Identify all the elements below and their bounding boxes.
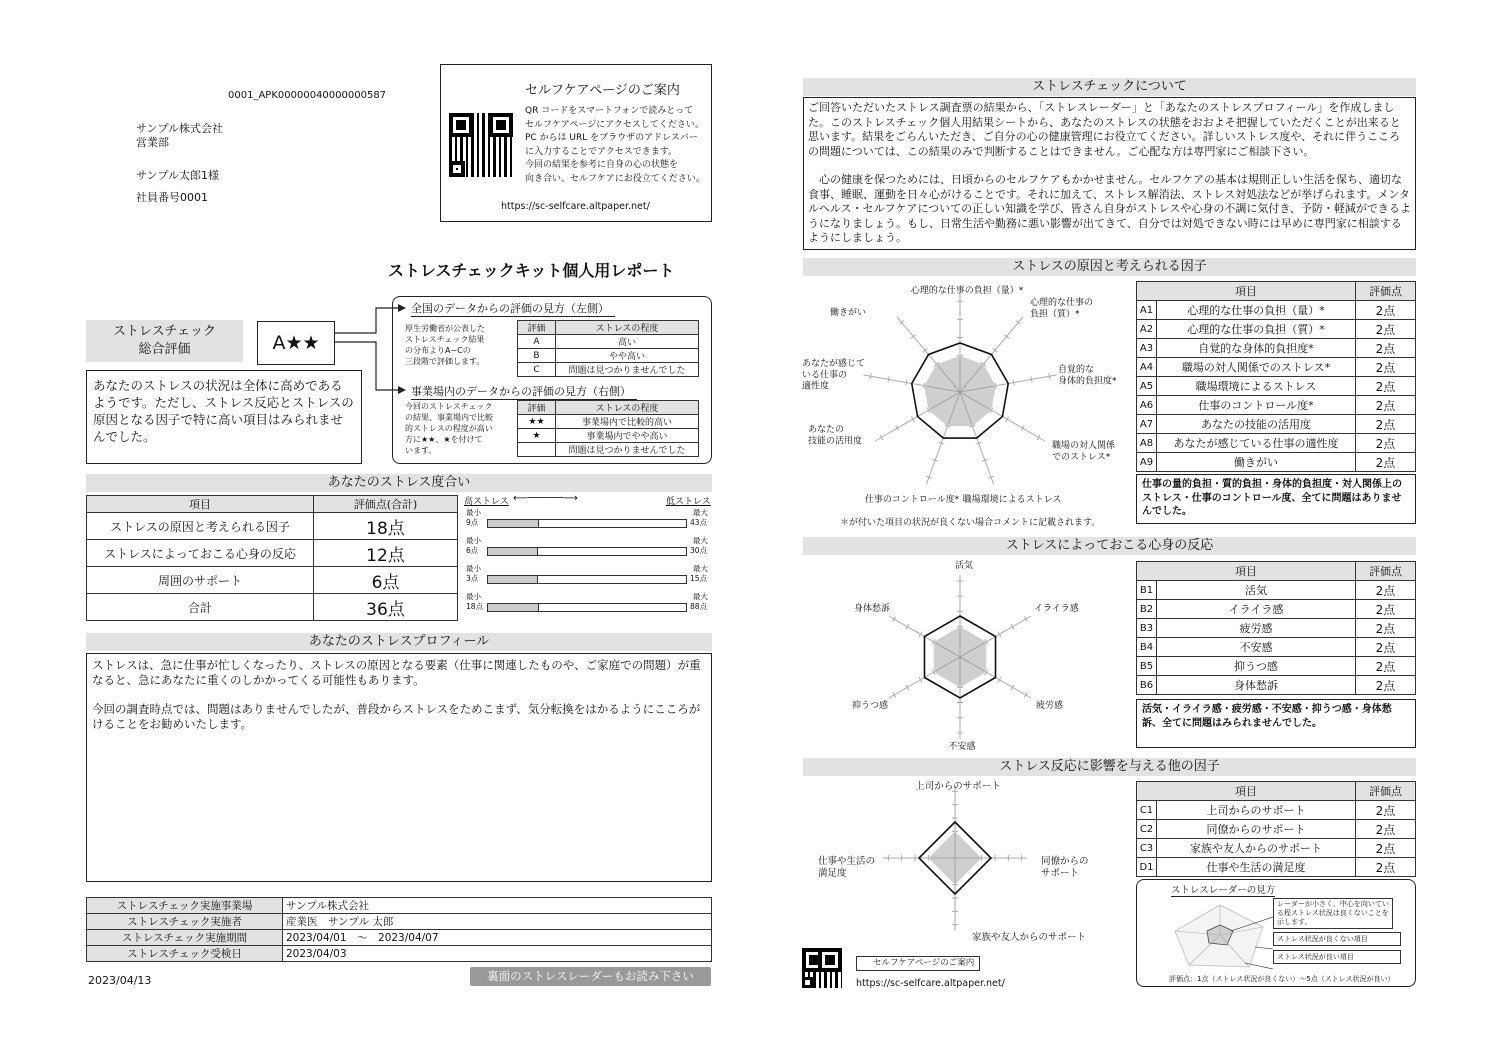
- row-score: 2点: [1356, 801, 1416, 820]
- gauge-min-label: 最小: [466, 536, 481, 545]
- report-title: ストレスチェックキット個人用レポート: [388, 261, 675, 280]
- gauge-min-label: 最小: [466, 564, 481, 573]
- radar-tick: [893, 616, 896, 621]
- table-row: [1137, 358, 1416, 377]
- factors-table: [1136, 281, 1416, 472]
- info-value: 産業医 サンプル 太郎: [283, 914, 712, 930]
- selfcare-title: セルフケアページのご案内: [525, 83, 680, 98]
- selfcare-box: [440, 64, 712, 222]
- qr-code-icon[interactable]: [449, 113, 513, 177]
- stress-gauge: [487, 575, 687, 584]
- factors-radar: [800, 280, 1136, 530]
- radar-tick: [1037, 435, 1040, 440]
- legend-header: ストレスの程度: [556, 321, 699, 335]
- row-code: A2: [1137, 320, 1157, 339]
- radar-tick: [888, 376, 889, 382]
- gauge-min-label: 最小: [466, 592, 481, 601]
- footer-qr-code-icon[interactable]: [802, 948, 842, 988]
- row-code: B3: [1137, 619, 1157, 638]
- table-row: [1137, 415, 1416, 434]
- stress-gauge-fill: [488, 576, 538, 583]
- profile-title: あなたのストレスプロフィール: [86, 633, 712, 651]
- legend-national-text: 厚生労働省が公表した ストレスチェック結果 の分布よりA~Cの 三段階で評価します。: [405, 324, 485, 366]
- other-table: [1136, 781, 1416, 877]
- table-header-item: 項目: [1137, 562, 1356, 581]
- about-box: [803, 97, 1416, 250]
- row-score: 2点: [1356, 339, 1416, 358]
- radar-tick: [1031, 376, 1032, 382]
- row-item: 仕事や生活の満足度: [1157, 858, 1356, 877]
- gauge-max-value: 43点: [690, 518, 708, 527]
- reaction-comment-box: [1136, 699, 1416, 748]
- row-item: 仕事のコントロール度*: [1157, 396, 1356, 415]
- row-item: 抑うつ感: [1157, 657, 1356, 676]
- footer-link-label: セルフケアページのご案内: [873, 958, 975, 968]
- legend-cell: 事業場内でやや高い: [556, 429, 699, 443]
- table-row: [1137, 453, 1416, 472]
- row-item: 心理的な仕事の負担（質）*: [1157, 320, 1356, 339]
- radar-label: 職場環境によるストレス: [962, 495, 1062, 505]
- row-code: A6: [1137, 396, 1157, 415]
- table-row: [1137, 839, 1416, 858]
- legend-cell: A: [518, 335, 556, 349]
- table-row: [1137, 434, 1416, 453]
- profile-box: [86, 653, 712, 882]
- row-score: 2点: [1356, 657, 1416, 676]
- overall-comment: あなたのストレスの状況は全体に高めであるようです。ただし、ストレス反応とストレスの原因となる因子で特に高い項目はみられませんでした。: [93, 378, 354, 444]
- radar-tick: [1024, 692, 1027, 697]
- radar-guide-note: ストレス状況が良い項目: [1273, 950, 1401, 964]
- radar-tick: [1011, 685, 1014, 690]
- degree-score: 12点: [314, 540, 458, 567]
- gauge-min-value: 3点: [466, 574, 479, 583]
- row-item: 家族や友人からのサポート: [1157, 839, 1356, 858]
- row-item: あなたが感じている仕事の適性度: [1157, 434, 1356, 453]
- other-radar: [810, 776, 1120, 946]
- radar-tick: [896, 426, 899, 431]
- legend-box: [392, 296, 712, 464]
- legend-workplace-title: 事業場内のデータからの評価の見方（右側）: [411, 383, 637, 400]
- legend-header: 評価: [518, 401, 556, 415]
- info-value: 2023/04/01 ～ 2023/04/07: [283, 930, 712, 946]
- recipient-company: サンプル株式会社: [136, 122, 224, 135]
- radar-label: 身体愁訴: [854, 604, 891, 614]
- gauge-max-value: 15点: [690, 574, 708, 583]
- table-header-item: 項目: [1137, 782, 1356, 801]
- report-date: 2023/04/13: [88, 974, 152, 987]
- stress-gauge-fill: [488, 604, 539, 611]
- footer-link[interactable]: [856, 956, 980, 971]
- table-header-score: 評価点: [1356, 562, 1416, 581]
- overall-comment-box: [86, 370, 362, 464]
- row-item: 同僚からのサポート: [1157, 820, 1356, 839]
- row-code: C1: [1137, 801, 1157, 820]
- reaction-comment: 活気・イライラ感・疲労感・不安感・抑うつ感・身体愁訴、全てに問題はみられませんでした。: [1142, 704, 1392, 729]
- radar-guide-title: ストレスレーダーの見方: [1171, 882, 1275, 897]
- radar-tick: [998, 632, 1001, 637]
- row-item: 身体愁訴: [1157, 676, 1356, 695]
- overall-grade: [257, 321, 335, 365]
- document-id: 0001_APK00000040000000587: [228, 90, 387, 101]
- radar-label: 疲労感: [1036, 701, 1064, 711]
- legend-cell: ★★: [518, 415, 556, 429]
- legend-national-table: [517, 320, 699, 377]
- about-title: ストレスチェックについて: [803, 78, 1416, 96]
- table-header-score: 評価点: [1356, 282, 1416, 301]
- footer-url[interactable]: https://sc-selfcare.altpaper.net/: [856, 978, 1005, 989]
- radar-tick: [1024, 616, 1027, 621]
- radar-label: イライラ感: [1034, 604, 1079, 614]
- row-code: A3: [1137, 339, 1157, 358]
- degree-item: 合計: [87, 594, 314, 621]
- table-row: [1137, 396, 1416, 415]
- legend-workplace-table: [517, 400, 699, 457]
- employee-number: 社員番号0001: [136, 191, 208, 204]
- radar-tick: [1049, 373, 1050, 379]
- radar-label: 仕事のコントロール度*: [864, 495, 960, 505]
- radar-tick: [1006, 417, 1009, 422]
- reaction-radar: [830, 555, 1100, 755]
- factors-title: ストレスの原因と考えられる因子: [803, 258, 1416, 276]
- radar-guide-scale: 評価点：1点（ストレス状況が良くない）～5点（ストレス状況が良い）: [1169, 975, 1395, 983]
- radar-tick: [906, 685, 909, 690]
- row-item: 疲労感: [1157, 619, 1356, 638]
- row-score: 2点: [1356, 301, 1416, 320]
- gauge-max-label: 最大: [693, 508, 708, 517]
- radar-label: 仕事や生活の満足度: [818, 856, 876, 879]
- info-label: ストレスチェック受検日: [87, 946, 283, 962]
- selfcare-url[interactable]: https://sc-selfcare.altpaper.net/: [501, 201, 650, 212]
- degree-title: あなたのストレス度合い: [86, 474, 712, 492]
- radar-guide-box: [1136, 879, 1416, 987]
- gauge-max-label: 最大: [693, 564, 708, 573]
- legend-cell: やや高い: [556, 349, 699, 363]
- legend-cell: ★: [518, 429, 556, 443]
- row-item: 職場環境によるストレス: [1157, 377, 1356, 396]
- radar-tick: [911, 417, 914, 422]
- radar-tick: [1021, 426, 1024, 431]
- legend-cell: [518, 443, 556, 457]
- back-notice: 裏面のストレスレーダーもお読み下さい: [470, 967, 711, 986]
- gauge-max-value: 88点: [690, 602, 708, 611]
- radar-label: 心理的な仕事の負担（質）*: [1030, 298, 1094, 320]
- row-score: 2点: [1356, 619, 1416, 638]
- legend-header: ストレスの程度: [556, 401, 699, 415]
- table-row: [1137, 801, 1416, 820]
- row-score: 2点: [1356, 600, 1416, 619]
- table-row: [1137, 657, 1416, 676]
- overall-label-text: ストレスチェック 総合評価: [113, 324, 216, 357]
- radar-tick: [919, 632, 922, 637]
- row-code: B2: [1137, 600, 1157, 619]
- row-code: A8: [1137, 434, 1157, 453]
- stress-gauge-fill: [488, 520, 539, 527]
- radar-tick: [1011, 624, 1014, 629]
- radar-tick: [919, 677, 922, 682]
- table-row: [1137, 377, 1416, 396]
- gauge-max-value: 30点: [690, 546, 708, 555]
- selfcare-text: QR コードをスマートフォンで読みとって セルフケアページにアクセスしてください。 PC からは URL をブラウザのアドレスバー に入力することでアクセスできます。 今回の結果を参考に自身の心の状態を 向き合い、セルフケアにお役立てください。: [525, 106, 705, 184]
- info-value: 2023/04/03: [283, 946, 712, 962]
- table-row: [1137, 619, 1416, 638]
- table-row: [1137, 301, 1416, 320]
- row-score: 2点: [1356, 676, 1416, 695]
- legend-cell: 問題は見つかりませんでした: [556, 363, 699, 377]
- table-header-item: 項目: [1137, 282, 1356, 301]
- row-code: A7: [1137, 415, 1157, 434]
- degree-score: 18点: [314, 513, 458, 540]
- row-code: B6: [1137, 676, 1157, 695]
- radar-label: 不安感: [948, 742, 976, 752]
- stress-gauge: [487, 519, 687, 528]
- table-row: [1137, 820, 1416, 839]
- factors-comment: 仕事の量的負担・質的負担・身体的負担度・対人関係上のストレス・仕事のコントロール度、全てに問題はありませんでした。: [1142, 479, 1402, 517]
- row-score: 2点: [1356, 453, 1416, 472]
- table-row: [1137, 339, 1416, 358]
- gauge-max-label: 最大: [693, 592, 708, 601]
- row-item: 自覚的な身体的負担度*: [1157, 339, 1356, 358]
- table-row: [1137, 676, 1416, 695]
- overall-label: [86, 320, 243, 362]
- row-code: B4: [1137, 638, 1157, 657]
- radar-guide-illustration: [1165, 897, 1275, 973]
- row-score: 2点: [1356, 396, 1416, 415]
- profile-paragraph-1: ストレスは、急に仕事が忙しくなったり、ストレスの原因となる要素（仕事に関連したものや、ご家庭での問題）が重なると、急にあなたに重くのしかかってくる可能性もあります。: [92, 658, 701, 687]
- row-code: A4: [1137, 358, 1157, 377]
- legend-national-title: 全国のデータからの評価の見方（左側）: [411, 300, 615, 317]
- stress-gauge: [487, 547, 687, 556]
- row-score: 2点: [1356, 820, 1416, 839]
- row-score: 2点: [1356, 320, 1416, 339]
- radar-label: 同僚からのサポート: [1041, 856, 1089, 879]
- factors-note: ＊が付いた項目の状況が良くない場合コメントに記載されます。: [840, 518, 1101, 528]
- row-score: 2点: [1356, 638, 1416, 657]
- reaction-title: ストレスによっておこる心身の反応: [803, 537, 1416, 555]
- row-item: イライラ感: [1157, 600, 1356, 619]
- radar-label: 活気: [954, 561, 974, 571]
- radar-tick: [998, 677, 1001, 682]
- table-row: [1137, 581, 1416, 600]
- row-code: A1: [1137, 301, 1157, 320]
- recipient-dept: 営業部: [136, 136, 169, 149]
- radar-tick: [906, 380, 907, 386]
- about-paragraph-1: ご回答いただいたストレス調査票の結果から、「ストレスレーダー」と「あなたのストレスプロフィール」を作成しました。このストレスチェック個人用結果シートから、あなたのストレスの状態をおおよそ把握していただくことが出来ると思います。結果をごらんいただき、ご自分の心の健康管理にお役立てください。詳しいストレス度や、それに伴うこころの問題については、この結果のみで判断することはできません。ご心配な方は専門家にご相談下さい。: [808, 101, 1401, 158]
- degree-header-score: 評価点(合計): [314, 496, 458, 513]
- legend-header: 評価: [518, 321, 556, 335]
- row-item: 活気: [1157, 581, 1356, 600]
- reaction-table: [1136, 561, 1416, 695]
- radar-tick: [1013, 380, 1014, 386]
- radar-guide-note: レーダーが小さく、中心を向いている程ストレス状況は良くないことを示します。: [1273, 898, 1393, 929]
- scale-high-label: 高ストレス: [464, 497, 509, 507]
- gauge-min-value: 18点: [466, 602, 484, 611]
- radar-label: 自覚的な身体的負担度*: [1058, 365, 1117, 387]
- radar-label: あなたが感じている仕事の適性度: [802, 359, 866, 392]
- legend-workplace-text: 今回のストレスチェック の結果、事業場内で比較 的ストレスの程度が高い 方に★★、★を付けて います。: [405, 402, 493, 455]
- legend-cell: 高い: [556, 335, 699, 349]
- info-label: ストレスチェック実施期間: [87, 930, 283, 946]
- row-score: 2点: [1356, 358, 1416, 377]
- table-row: [1137, 638, 1416, 657]
- degree-item: ストレスの原因と考えられる因子: [87, 513, 314, 540]
- row-code: D1: [1137, 858, 1157, 877]
- radar-label: 家族や友人からのサポート: [972, 932, 1087, 943]
- row-score: 2点: [1356, 581, 1416, 600]
- table-header-score: 評価点: [1356, 782, 1416, 801]
- radar-tick: [893, 692, 896, 697]
- table-row: [1137, 600, 1416, 619]
- legend-cell: 問題は見つかりませんでした: [556, 443, 699, 457]
- legend-cell: 事業場内で比較的高い: [556, 415, 699, 429]
- row-code: C2: [1137, 820, 1157, 839]
- row-item: 働きがい: [1157, 453, 1356, 472]
- factors-comment-box: [1136, 474, 1416, 524]
- row-code: A5: [1137, 377, 1157, 396]
- info-label: ストレスチェック実施者: [87, 914, 283, 930]
- other-title: ストレス反応に影響を与える他の因子: [803, 758, 1416, 776]
- degree-header-item: 項目: [87, 496, 314, 513]
- row-score: 2点: [1356, 839, 1416, 858]
- info-label: ストレスチェック実施事業場: [87, 898, 283, 914]
- gauge-min-value: 6点: [466, 546, 479, 555]
- info-value: サンプル株式会社: [283, 898, 712, 914]
- row-item: 心理的な仕事の負担（量）*: [1157, 301, 1356, 320]
- degree-item: ストレスによっておこる心身の反応: [87, 540, 314, 567]
- row-score: 2点: [1356, 434, 1416, 453]
- row-item: あなたの技能の活用度: [1157, 415, 1356, 434]
- radar-label: 働きがい: [829, 308, 867, 318]
- gauge-max-label: 最大: [693, 536, 708, 545]
- radar-label: 抑うつ感: [852, 701, 889, 711]
- legend-cell: B: [518, 349, 556, 363]
- scale-low-label: 低ストレス: [666, 497, 711, 507]
- gauge-min-label: 最小: [466, 508, 481, 517]
- row-score: 2点: [1356, 858, 1416, 877]
- degree-item: 周囲のサポート: [87, 567, 314, 594]
- radar-label: 心理的な仕事の負担（量）*: [910, 286, 1024, 296]
- row-score: 2点: [1356, 377, 1416, 396]
- row-code: B5: [1137, 657, 1157, 676]
- radar-tick: [880, 435, 883, 440]
- stress-gauge: [487, 603, 687, 612]
- table-row: [1137, 320, 1416, 339]
- row-item: 上司からのサポート: [1157, 801, 1356, 820]
- info-table: [86, 897, 712, 962]
- degree-score: 36点: [314, 594, 458, 621]
- row-item: 不安感: [1157, 638, 1356, 657]
- radar-tick: [870, 373, 871, 379]
- row-item: 職場の対人関係でのストレス*: [1157, 358, 1356, 377]
- radar-label: 上司からのサポート: [915, 781, 1001, 792]
- legend-cell: C: [518, 363, 556, 377]
- row-code: C3: [1137, 839, 1157, 858]
- row-code: A9: [1137, 453, 1157, 472]
- degree-table: [86, 495, 458, 621]
- radar-label: あなたの技能の活用度: [808, 425, 863, 447]
- radar-guide-note: ストレス状況が良くない項目: [1273, 932, 1401, 946]
- radar-label: 職場の対人関係でのストレス*: [1052, 441, 1116, 463]
- profile-paragraph-2: 今回の調査時点では、問題はありませんでしたが、普段からストレスをためこまず、気分転換をはかるようにこころがけることをお勧めいたします。: [92, 702, 701, 731]
- overall-grade-value: A★★: [272, 332, 320, 354]
- scale-arrow: ⟵──────⟶: [513, 493, 578, 504]
- recipient-name: サンプル太郎1様: [136, 169, 220, 182]
- row-score: 2点: [1356, 415, 1416, 434]
- radar-tick: [906, 624, 909, 629]
- row-code: B1: [1137, 581, 1157, 600]
- degree-score: 6点: [314, 567, 458, 594]
- stress-gauge-fill: [488, 548, 538, 555]
- about-paragraph-2: 心の健康を保つためには、日頃からのセルフケアもかかせません。セルフケアの基本は規則正しい生活を保ち、適切な食事、睡眠、運動を日々心がけることです。それに加えて、ストレス解消法、ストレス対処法などが挙げられます。メンタルヘルス・セルフケアについての正しい知識を学び、皆さん自身がストレスや心身の不調に気付き、予防・軽減ができるようになりましょう。もし、日常生活や勤務に悪い影響が出てきて、自分では対処できない時には早めに専門家に相談するようにしましょう。: [808, 173, 1411, 244]
- gauge-min-value: 9点: [466, 518, 479, 527]
- table-row: [1137, 858, 1416, 877]
